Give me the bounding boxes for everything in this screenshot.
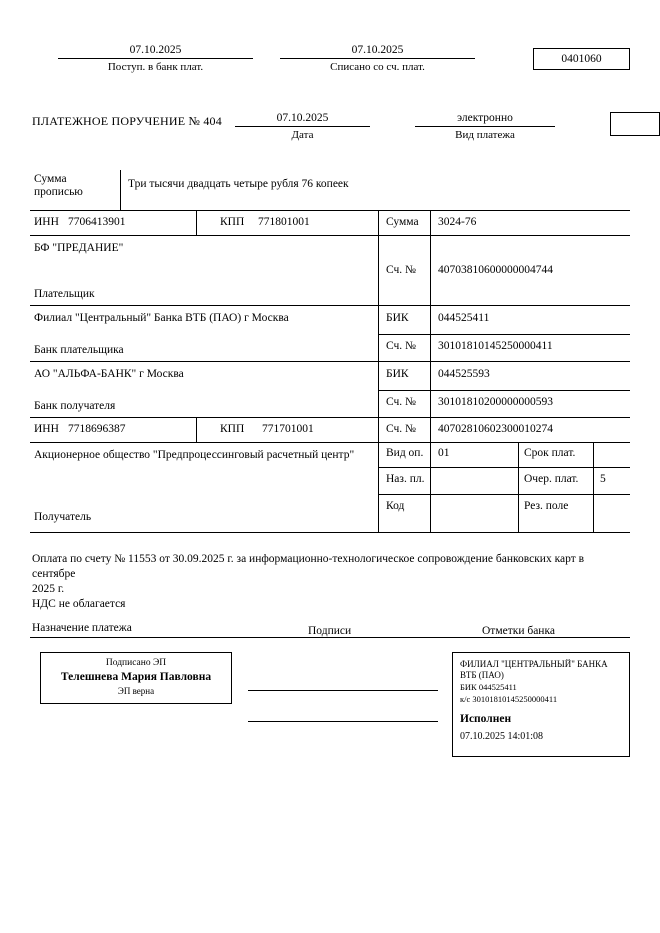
payer-bank-name: Филиал "Центральный" Банка ВТБ (ПАО) г Москва (34, 312, 289, 324)
payee-block (30, 443, 630, 533)
bank-stamp-line-2: ВТБ (ПАО) (460, 670, 504, 680)
grid-vline-4 (378, 236, 379, 305)
reserve-label: Рез. поле (524, 500, 569, 512)
purpose-caption: Назначение платежа (32, 622, 132, 634)
payer-bank-block (30, 306, 630, 362)
grid-vline-14 (430, 443, 431, 532)
bank-stamp-status: Исполнен (460, 713, 512, 725)
payment-kind-code-box (610, 112, 660, 136)
payment-kind-caption: Вид платежа (455, 129, 515, 141)
payee-bank-bik-label: БИК (386, 368, 409, 380)
payee-inner-hline-1 (378, 467, 630, 468)
document-date-value: 07.10.2025 (276, 112, 329, 124)
payer-name: БФ "ПРЕДАНИЕ" (34, 242, 124, 254)
order-value: 5 (600, 473, 606, 485)
op-kind-value: 01 (438, 447, 450, 459)
payer-account-label: Сч. № (386, 264, 417, 276)
payee-bank-caption: Банк получателя (34, 400, 116, 412)
signature-line-1 (248, 660, 438, 691)
sum-value: 3024-76 (438, 216, 477, 228)
stamp-signed-by-label: Подписано ЭП (105, 658, 167, 668)
debited-date-cell (280, 44, 475, 73)
payee-account-value: 40702810602300010274 (438, 423, 553, 435)
grid-vline-3 (430, 210, 431, 235)
grid-vline-2 (378, 210, 379, 235)
payee-bank-bik-value: 044525593 (438, 368, 490, 380)
payee-bank-account-label: Сч. № (386, 396, 417, 408)
payment-kind-value: электронно (457, 112, 513, 124)
payer-inn-label: ИНН (34, 216, 59, 228)
grid-vline-5 (430, 236, 431, 305)
purpose-code-label: Наз. пл. (386, 473, 425, 485)
payee-inn-kpp-row (30, 418, 630, 443)
payer-bank-account-label: Сч. № (386, 340, 417, 352)
received-date-cell (58, 44, 253, 73)
payee-bank-account-value: 30101810200000000593 (438, 396, 553, 408)
payee-bank-inner-hline (378, 390, 630, 391)
grid-vline-12 (430, 418, 431, 442)
payer-kpp-value: 771801001 (258, 216, 310, 228)
document-title-row (30, 112, 630, 154)
payee-name: Акционерное общество "Предпроцессинговый расчетный центр" (34, 449, 355, 461)
debited-date-caption: Списано со сч. плат. (330, 61, 425, 73)
sum-label: Сумма (386, 216, 419, 228)
requisites-grid (30, 210, 630, 540)
bank-execution-stamp (452, 652, 630, 757)
sum-in-words-label-line1: Сумма (34, 173, 67, 185)
stamp-person-name: Телешнева Мария Павловна (60, 671, 212, 683)
payer-bank-inner-hline (378, 334, 630, 335)
payee-account-label: Сч. № (386, 423, 417, 435)
purpose-line-1: Оплата по счету № 11553 от 30.09.2025 г. за информационно-технологическое сопровождение банковских карт в сентябре (32, 553, 585, 580)
purpose-line-3: НДС не облагается (32, 598, 126, 610)
bank-stamp-timestamp: 07.10.2025 14:01:08 (460, 731, 544, 742)
payee-inn-value: 7718696387 (68, 423, 126, 435)
sum-in-words-label-line2: прописью (34, 186, 83, 198)
page-title: ПЛАТЕЖНОЕ ПОРУЧЕНИЕ № 404 (32, 114, 222, 128)
payee-caption: Получатель (34, 511, 92, 523)
payee-kpp-label: КПП (220, 423, 245, 435)
payer-bank-caption: Банк плательщика (34, 344, 124, 356)
sum-in-words-row (30, 170, 630, 211)
received-date-value: 07.10.2025 (129, 44, 182, 56)
electronic-signature-stamp (40, 652, 232, 704)
sum-in-words-value: Три тысячи двадцать четыре рубля 76 копеек (128, 178, 349, 190)
payee-inn-label: ИНН (34, 423, 59, 435)
payment-term-label: Срок плат. (524, 447, 576, 459)
grid-vline-13 (378, 443, 379, 532)
payment-kind-cell (415, 112, 555, 141)
grid-vline-16 (593, 443, 594, 532)
payee-bank-block (30, 362, 630, 418)
purpose-line-2: 2025 г. (32, 583, 65, 595)
payer-bank-account-value: 30101810145250000411 (438, 340, 553, 352)
stamp-verified-label: ЭП верна (117, 686, 155, 696)
order-label: Очер. плат. (524, 473, 579, 485)
payer-account-value: 40703810600000004744 (438, 264, 553, 276)
grid-vline-15 (518, 443, 519, 532)
debited-date-value: 07.10.2025 (351, 44, 404, 56)
form-number-box: 0401060 (533, 48, 630, 70)
document-date-caption: Дата (291, 129, 314, 141)
payee-inner-hline-2 (378, 494, 630, 495)
payer-bank-bik-value: 044525411 (438, 312, 490, 324)
op-kind-label: Вид оп. (386, 447, 424, 459)
document-date-cell (235, 112, 370, 141)
payer-inn-value: 7706413901 (68, 216, 126, 228)
bank-marks-caption: Отметки банка (482, 625, 555, 637)
inn-kpp-sum-row (30, 210, 630, 236)
bank-stamp-bik: БИК 044525411 (460, 682, 517, 692)
payer-block (30, 236, 630, 306)
payer-bank-bik-label: БИК (386, 312, 409, 324)
purpose-underline (30, 637, 630, 638)
bank-stamp-line-1: ФИЛИАЛ "ЦЕНТРАЛЬНЫЙ" БАНКА (460, 659, 608, 669)
payee-bank-name: АО "АЛЬФА-БАНК" г Москва (34, 368, 184, 380)
payee-kpp-value: 771701001 (262, 423, 314, 435)
signature-line-2 (248, 691, 438, 722)
signature-lines (248, 660, 438, 722)
payer-caption: Плательщик (34, 288, 95, 300)
sum-in-words-divider (120, 170, 121, 210)
code-label: Код (386, 500, 405, 512)
payer-kpp-label: КПП (220, 216, 245, 228)
grid-vline-10 (196, 418, 197, 442)
bank-stamp-corr-account: к/с 30101810145250000411 (460, 694, 558, 704)
received-date-caption: Поступ. в банк плат. (107, 61, 204, 73)
sum-in-words-label (34, 173, 114, 199)
signatures-caption: Подписи (308, 625, 352, 637)
grid-vline-11 (378, 418, 379, 442)
grid-vline-1 (196, 210, 197, 235)
